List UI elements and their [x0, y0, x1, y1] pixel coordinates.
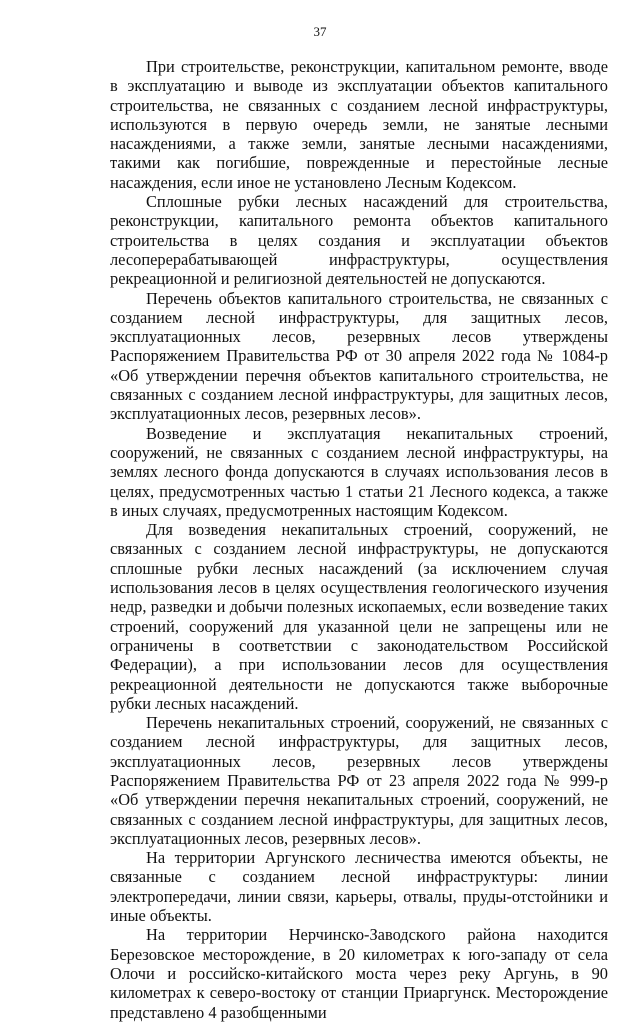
paragraph-construction-lands: При строительстве, реконструкции, капитальном ремонте, вводе в эксплуатацию и выводе из эксплуатации объектов капитального строительства, не связанных с созданием лесной инфраструктуры, используются в первую очередь земли, не занятые лесными насаждениями, а также земли, занятые лесными насаждениями, такими как погибшие, поврежденные и перестойные лесные насаждения, если иное не установлено Лесным Кодексом.: [110, 57, 608, 192]
paragraph-berezovskoye-deposit: На территории Нерчинско-Заводского района находится Березовское месторождение, в 20 километрах к юго-западу от села Олочи и российско-китайского моста через реку Аргунь, в 90 километрах к северо-востоку от станции Приаргунск. Месторождение представлено 4 разобщенными: [110, 925, 608, 1022]
paragraph-capital-objects-list: Перечень объектов капитального строительства, не связанных с созданием лесной инфраструктуры, для защитных лесов, эксплуатационных лесов, резервных лесов утверждены Распоряжением Правительства РФ от 30 апреля 2022 года № 1084-р «Об утверждении перечня объектов капитального строительства, не связанных с созданием лесной инфраструктуры, для защитных лесов, эксплуатационных лесов, резервных лесов».: [110, 288, 608, 424]
document-body: [110, 57, 608, 1022]
paragraph-noncapital-objects-list: Перечень некапитальных строений, сооружений, не связанных с созданием лесной инфраструктуры, для защитных лесов, эксплуатационных лесов, резервных лесов утверждены Распоряжением Правительства РФ от 23 апреля 2022 года № 999-р «Об утверждении перечня некапитальных строений, сооружений, не связанных с созданием лесной инфраструктуры, для защитных лесов, эксплуатационных лесов, резервных лесов».: [110, 713, 608, 848]
page-number: 37: [313, 24, 327, 39]
paragraph-noncapital-cutting-restrictions: Для возведения некапитальных строений, сооружений, не связанных с созданием лесной инфраструктуры, не допускаются сплошные рубки лесных насаждений (за исключением случая использования лесов в целях осуществления геологического изучения недр, разведки и добычи полезных ископаемых, если возведение таких строений, сооружений для указанной цели не запрещены или не ограничены в соответствии с законодательством Российской Федерации), а при использовании лесов для осуществления рекреационной деятельности не допускаются также выборочные рубки лесных насаждений.: [110, 520, 608, 713]
paragraph-clear-cutting: Сплошные рубки лесных насаждений для строительства, реконструкции, капитального ремонта объектов капитального строительства в целях создания и эксплуатации объектов лесоперерабатывающей инфраструктуры, осуществления рекреационной и религиозной деятельностей не допускаются.: [110, 192, 608, 289]
paragraph-argun-forestry-objects: На территории Аргунского лесничества имеются объекты, не связанные с созданием лесной инфраструктуры: линии электропередачи, линии связи, карьеры, отвалы, пруды-отстойники и иные объекты.: [110, 848, 608, 926]
paragraph-noncapital-structures: Возведение и эксплуатация некапитальных строений, сооружений, не связанных с созданием лесной инфраструктуры, на землях лесного фонда допускаются в случаях использования лесов в целях, предусмотренных частью 1 статьи 21 Лесного кодекса, а также в иных случаях, предусмотренных настоящим Кодексом.: [110, 423, 608, 520]
